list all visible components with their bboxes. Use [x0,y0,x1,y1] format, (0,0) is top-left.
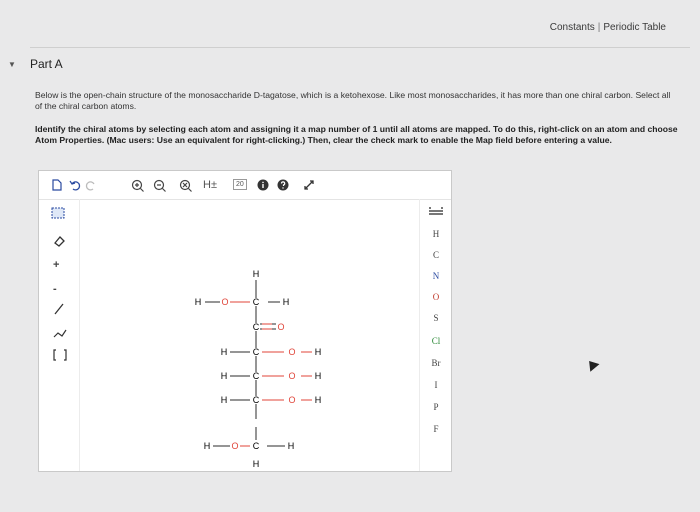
element-palette [419,199,452,471]
atom-o2[interactable]: O [277,322,285,332]
element-n[interactable]: N [432,271,440,281]
zoom-in-icon[interactable] [131,179,145,196]
editor-toolbar [39,171,451,200]
element-s[interactable]: S [433,313,439,323]
atom-c5[interactable]: C [252,395,260,405]
element-h[interactable]: H [432,229,440,239]
single-bond-icon[interactable] [53,303,65,318]
atom-h3-left[interactable]: H [220,347,228,357]
selection-tool-icon[interactable] [51,207,65,222]
undo-icon[interactable] [69,179,81,194]
element-br[interactable]: Br [431,358,441,368]
periodic-table-link[interactable]: Periodic Table [603,22,666,33]
link-separator: | [597,22,601,33]
atom-o6[interactable]: O [231,441,239,451]
atom-c1[interactable]: C [252,297,260,307]
map-number-icon[interactable]: 20 [233,179,247,190]
info-icon[interactable] [257,179,269,194]
atom-h5-right[interactable]: H [314,395,322,405]
help-icon[interactable] [277,179,289,194]
chevron-down-icon[interactable]: ▼ [8,60,16,69]
atom-o3[interactable]: O [288,347,296,357]
fullscreen-icon[interactable] [303,179,315,194]
element-f[interactable]: F [433,424,439,434]
molecule-editor[interactable] [38,170,452,472]
zoom-reset-icon[interactable] [179,179,193,196]
top-bar [0,0,700,40]
atom-c4[interactable]: C [252,371,260,381]
atom-h6-right[interactable]: H [287,441,295,451]
part-title: Part A [30,57,63,71]
atom-h1-left[interactable]: H [194,297,202,307]
atom-h6-left[interactable]: H [203,441,211,451]
element-o[interactable]: O [432,292,440,302]
zoom-out-icon[interactable] [153,179,167,196]
bracket-icon[interactable] [53,349,67,364]
left-toolbar [39,199,80,471]
element-i[interactable]: I [434,380,438,390]
periodic-table-icon[interactable] [420,207,452,219]
atom-h-bottom[interactable]: H [252,459,260,469]
atom-h1-right[interactable]: H [282,297,290,307]
atom-h3-right[interactable]: H [314,347,322,357]
charge-plus-icon[interactable]: + [53,259,60,271]
question-instructions: Identify the chiral atoms by selecting each atom and assigning it a map number of 1 until all atoms are mapped. To do this, right-click on an atom and choose Atom Properties. (Mac users: Use an equivalent for right-clicking.) Then, clear the check mark to enable the Map field before entering a value. [35,124,678,145]
atom-h-top[interactable]: H [252,269,260,279]
atom-h4-left[interactable]: H [220,371,228,381]
header-divider [30,47,690,48]
hydrogen-toggle-icon[interactable]: H± [203,179,217,191]
mouse-cursor-icon [585,357,600,372]
molecule-canvas[interactable] [80,200,418,470]
new-document-icon[interactable] [51,179,63,194]
eraser-icon[interactable] [53,235,65,250]
top-links [550,22,666,33]
constants-link[interactable]: Constants [549,22,595,33]
atom-h5-left[interactable]: H [220,395,228,405]
element-cl[interactable]: Cl [431,336,441,346]
atom-h4-right[interactable]: H [314,371,322,381]
atom-c3[interactable]: C [252,347,260,357]
atom-o4[interactable]: O [288,371,296,381]
element-c[interactable]: C [432,250,439,260]
redo-icon[interactable] [85,179,97,194]
atom-c6[interactable]: C [252,441,260,451]
atom-o1[interactable]: O [221,297,229,307]
chain-tool-icon[interactable] [53,327,67,342]
atom-o5[interactable]: O [288,395,296,405]
charge-minus-icon[interactable]: - [53,283,57,295]
atom-c2[interactable]: C [252,322,260,332]
element-p[interactable]: P [433,402,439,412]
question-intro: Below is the open-chain structure of the monosaccharide D-tagatose, which is a ketohexose. Like most monosaccharides, it has more than one chiral carbon. Select all of the chiral carbon atoms. [35,90,671,111]
